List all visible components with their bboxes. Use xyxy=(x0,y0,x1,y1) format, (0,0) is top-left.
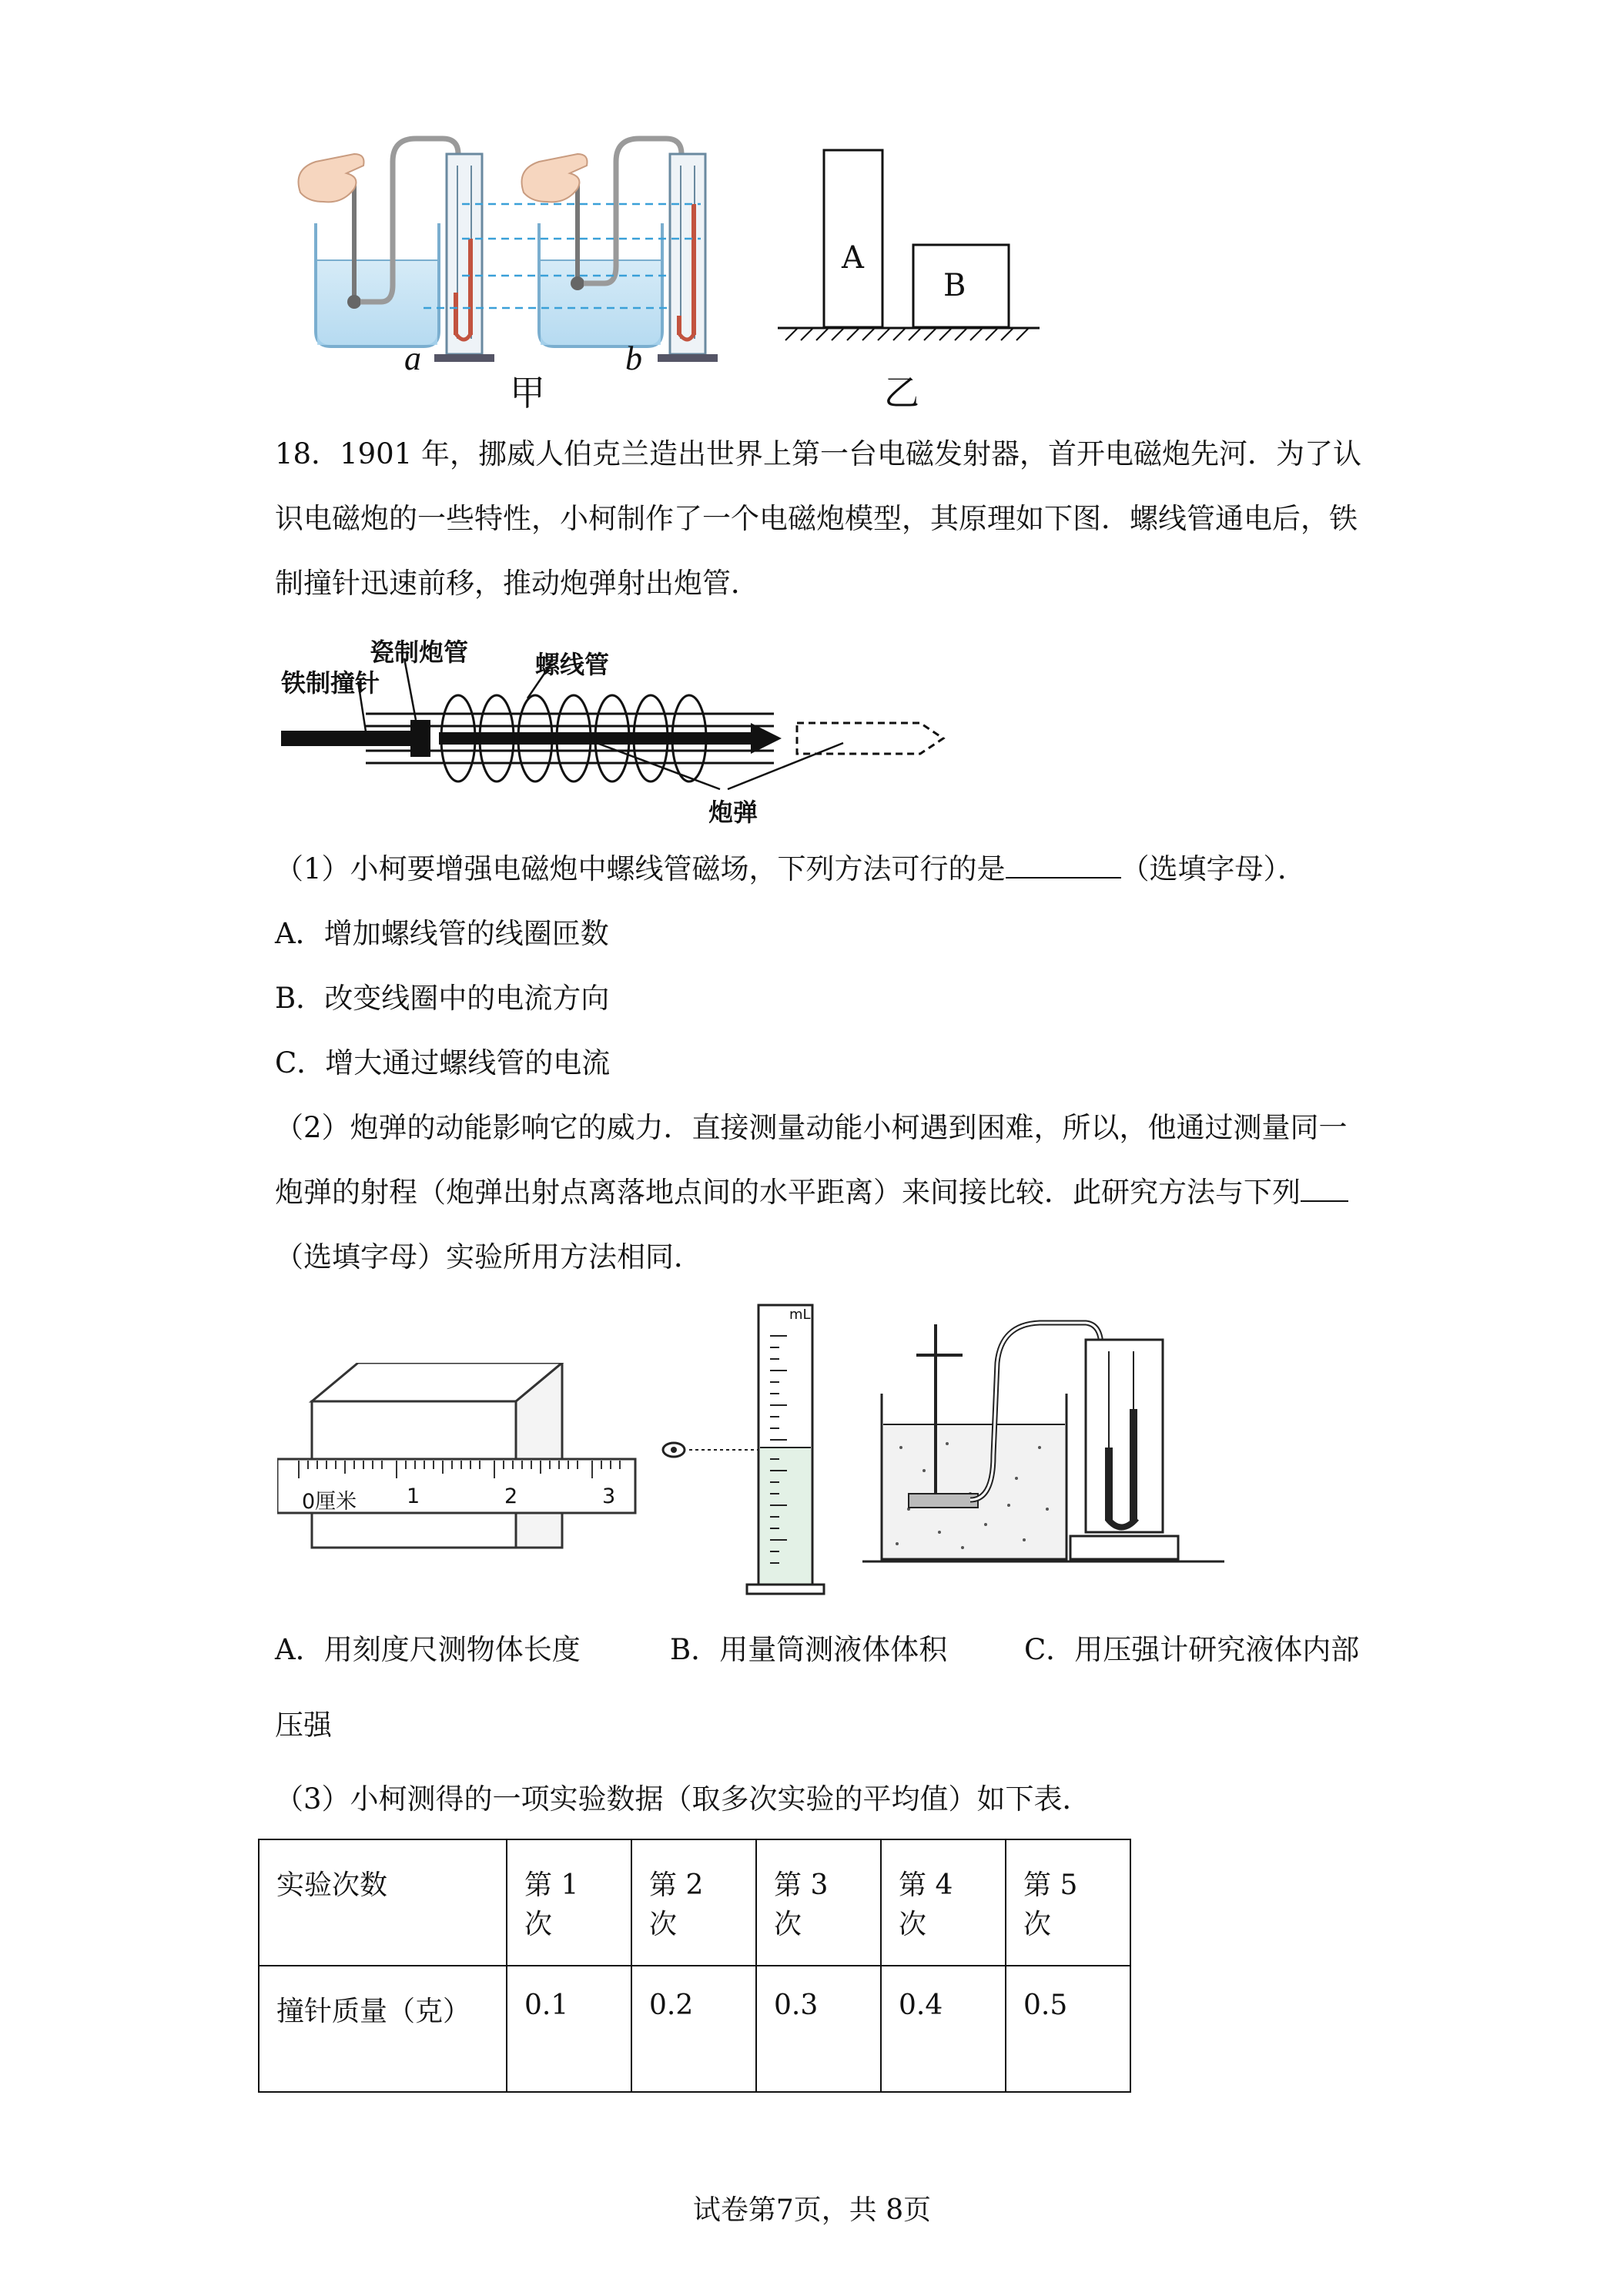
part2-line2: 炮弹的射程（炮弹出射点离落地点间的水平距离）来间接比较．此研究方法与下列 xyxy=(275,1169,1348,1210)
part2-blank xyxy=(1301,1174,1348,1202)
label-needle: 铁制撞针 xyxy=(281,668,380,698)
table-cell: 0.3 xyxy=(756,1966,881,2092)
table-cell: 实验次数 xyxy=(259,1839,507,1966)
label-barrel: 瓷制炮管 xyxy=(370,638,469,667)
label-coil: 螺线管 xyxy=(535,650,610,679)
part2-option-c: C．用压强计研究液体内部 xyxy=(1024,1633,1360,1666)
data-table xyxy=(258,1839,1131,2093)
table-row xyxy=(259,1966,1130,2092)
table-cell: 第 5 次 xyxy=(1006,1839,1130,1966)
caption-yi: 乙 xyxy=(884,372,919,413)
part1-option-b: B．改变线圈中的电流方向 xyxy=(275,982,610,1015)
ruler-label-0: 0厘米 xyxy=(302,1490,357,1514)
ruler-label-2: 2 xyxy=(504,1484,518,1508)
block-b-label: B xyxy=(943,268,966,303)
part2-option-b: B．用量筒测液体体积 xyxy=(670,1633,948,1666)
table-cell: 撞针质量（克） xyxy=(259,1966,507,2092)
part2-line1: （2）炮弹的动能影响它的威力．直接测量动能小柯遇到困难，所以，他通过测量同一 xyxy=(275,1111,1348,1144)
part1-blank xyxy=(1006,851,1121,879)
part1-question: （1）小柯要增强电磁炮中螺线管磁场，下列方法可行的是 （选填字母）． xyxy=(275,852,1307,885)
part2-option-c-continued: 压强 xyxy=(275,1709,332,1742)
label-a: a xyxy=(404,340,421,377)
table-cell: 第 4 次 xyxy=(881,1839,1006,1966)
table-cell: 第 3 次 xyxy=(756,1839,881,1966)
label-shell: 炮弹 xyxy=(708,798,758,827)
blocks-figure xyxy=(778,150,1040,340)
manometer-b xyxy=(658,154,718,362)
caption-jia: 甲 xyxy=(510,372,545,413)
table-header-row xyxy=(259,1839,1130,1966)
block-a-label: A xyxy=(842,240,864,276)
part2-option-a: A．用刻度尺测物体长度 xyxy=(275,1633,581,1666)
label-b: b xyxy=(625,340,642,377)
table-cell: 0.2 xyxy=(631,1966,756,2092)
cylinder-figure xyxy=(655,1301,870,1602)
table-cell: 第 2 次 xyxy=(631,1839,756,1966)
table-cell: 0.5 xyxy=(1006,1966,1130,2092)
pressure-gauge-figure xyxy=(862,1317,1224,1578)
beaker-a xyxy=(299,139,459,346)
part1-option-c: C．增大通过螺线管的电流 xyxy=(275,1046,611,1079)
ruler-label-3: 3 xyxy=(602,1484,616,1508)
q18-stem: 18．1901 年，挪威人伯克兰造出世界上第一台电磁发射器，首开电磁炮先河．为了认识电磁炮的一些特性，小柯制作了一个电磁炮模型，其原理如下图．螺线管通电后，铁制撞针迅速前移，推动炮弹射出炮管． xyxy=(275,437,1362,600)
table-cell: 第 1 次 xyxy=(507,1839,631,1966)
beaker-b xyxy=(522,139,682,346)
cylinder-unit: mL xyxy=(789,1307,811,1323)
ruler-label-1: 1 xyxy=(407,1484,420,1508)
figure-jia-yi xyxy=(270,131,1055,408)
part3-intro: （3）小柯测得的一项实验数据（取多次实验的平均值）如下表． xyxy=(275,1782,1091,1816)
part1-option-a: A．增加螺线管的线圈匝数 xyxy=(275,917,609,950)
table-cell: 0.1 xyxy=(507,1966,631,2092)
table-cell: 0.4 xyxy=(881,1966,1006,2092)
page-footer: 试卷第7页，共 8页 xyxy=(692,2194,932,2226)
manometer-a xyxy=(434,154,494,362)
ruler-figure xyxy=(277,1363,639,1555)
part2-line3: （选填字母）实验所用方法相同． xyxy=(275,1240,702,1274)
